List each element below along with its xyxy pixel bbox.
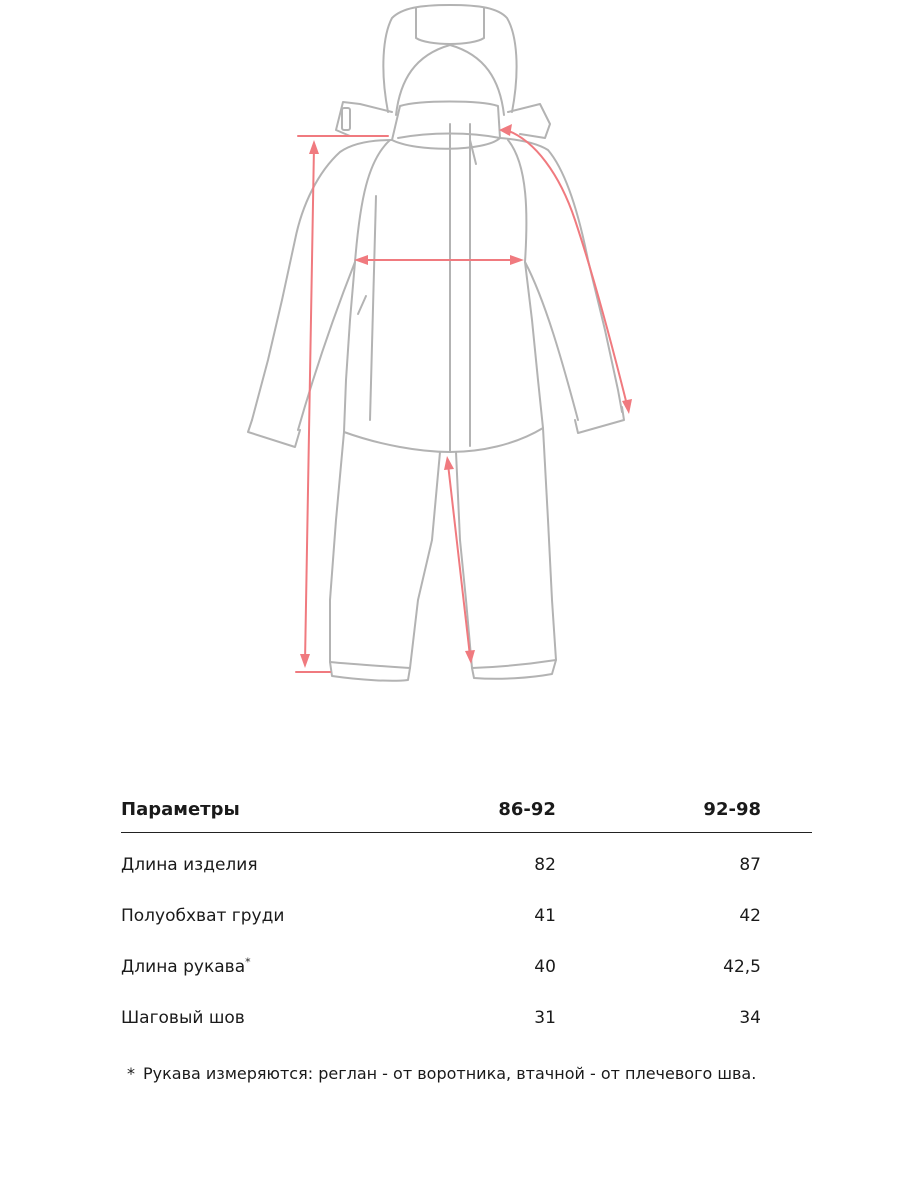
- chest-arrowhead-right: [510, 255, 524, 265]
- sleeve-inner-left: [298, 262, 355, 430]
- footnote-marker: *: [245, 954, 251, 968]
- param-label: Полуобхват груди: [121, 905, 285, 926]
- value-92-98: 42: [739, 905, 761, 926]
- raglan-seam-right: [508, 140, 526, 262]
- jacket-side-right: [525, 262, 543, 428]
- inseam-arrowhead-bottom: [465, 650, 475, 664]
- pant-cuff-right: [472, 660, 556, 679]
- footnote-text: Рукава измеряются: реглан - от воротника, втачной - от плечевого шва.: [143, 1064, 757, 1083]
- jacket-hem: [344, 428, 543, 452]
- size-header-86-92: 86-92: [428, 786, 631, 833]
- sleeve-arrowhead-top: [499, 124, 512, 136]
- table-row: [121, 890, 812, 941]
- inseam-arrow: [448, 464, 470, 656]
- product-length-arrowhead-top: [309, 140, 319, 154]
- pant-cuff-left: [330, 662, 410, 681]
- product-length-arrowhead-bottom: [300, 654, 310, 668]
- sleeve-inner-right: [525, 262, 578, 420]
- pants-outline: [330, 428, 556, 668]
- cuff-right: [575, 407, 624, 433]
- value-92-98: 87: [739, 854, 761, 875]
- footnote-star: *: [127, 1064, 135, 1083]
- value-92-98: 42,5: [723, 956, 761, 977]
- params-header: Параметры: [121, 786, 428, 833]
- flap-tab-left: [342, 108, 350, 130]
- param-label: Длина рукава*: [121, 954, 251, 977]
- sleeve-length-arrow: [506, 130, 627, 405]
- table-row: [121, 941, 812, 992]
- raglan-seam-left: [355, 140, 390, 262]
- param-label: Шаговый шов: [121, 1007, 245, 1028]
- zipper-placket: [450, 124, 470, 452]
- table-header-row: [121, 786, 812, 833]
- hood-brim: [416, 8, 484, 44]
- value-86-92: 40: [534, 956, 556, 977]
- value-86-92: 31: [534, 1007, 556, 1028]
- param-label: Длина изделия: [121, 854, 258, 875]
- cuff-left: [248, 420, 300, 447]
- hood-outline: [383, 5, 516, 112]
- size-header-92-98: 92-98: [631, 786, 812, 833]
- value-86-92: 82: [534, 854, 556, 875]
- collar-outline: [392, 102, 500, 149]
- table-row: [121, 992, 812, 1043]
- value-92-98: 34: [739, 1007, 761, 1028]
- size-table: [121, 786, 812, 1043]
- inseam-arrowhead-top: [444, 456, 454, 470]
- sleeve-footnote: [127, 1064, 756, 1083]
- table-row: [121, 833, 812, 891]
- pocket-opening: [358, 296, 366, 314]
- value-86-92: 41: [534, 905, 556, 926]
- overall-outline: [248, 5, 624, 681]
- pocket-seam: [370, 196, 376, 420]
